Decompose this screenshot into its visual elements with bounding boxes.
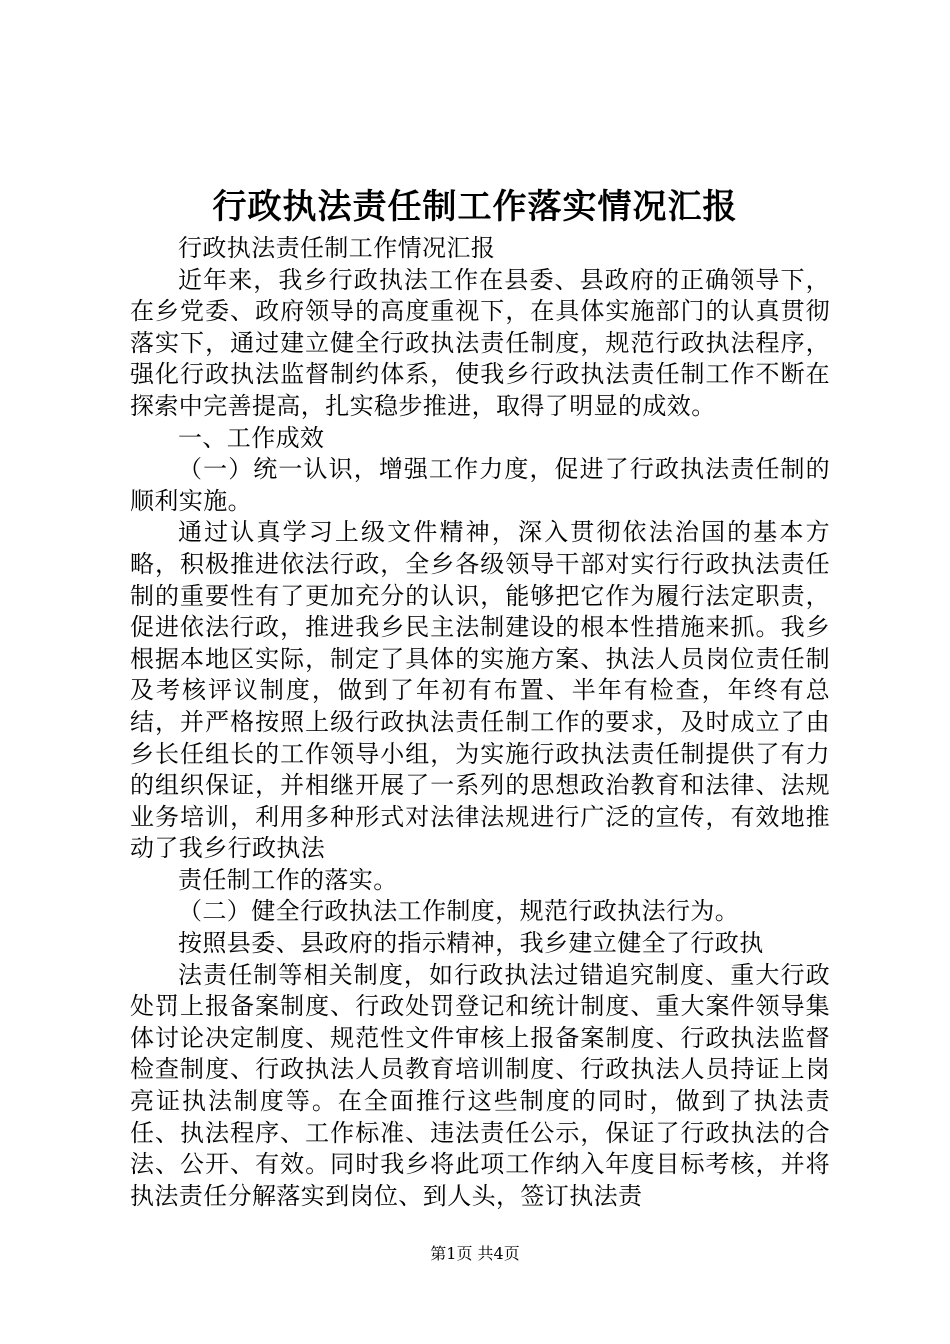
subtitle-paragraph: 行政执法责任制工作情况汇报 <box>178 234 496 262</box>
body-paragraph-3: 按照县委、县政府的指示精神，我乡建立健全了行政执 <box>178 929 764 958</box>
section-heading: 一、工作成效 <box>178 423 325 452</box>
document-body <box>130 233 830 1212</box>
page-number: 第1页 共4页 <box>430 1244 520 1263</box>
body-paragraph-4: 法责任制等相关制度，如行政执法过错追究制度、重大行政处罚上报备案制度、行政处罚登记和统计制度、重大案件领导集体讨论决定制度、规范性文件审核上报备案制度、行政执法监督检查制度、行政执法人员教育培训制度、行政执法人员持证上岗亮证执法制度等。在全面推行这些制度的同时，做到了执法责任、执法程序、工作标准、违法责任公示，保证了行政执法的合法、公开、有效。同时我乡将此项工作纳入年度目标考核，并将执法责任分解落实到岗位、到人头，签订执法责 <box>130 960 830 1210</box>
subsection-heading-1: （一）统一认识，增强工作力度，促进了行政执法责任制的顺利实施。 <box>130 455 830 515</box>
subsection-heading-2: （二）健全行政执法工作制度，规范行政执法行为。 <box>178 897 740 926</box>
intro-paragraph: 近年来，我乡行政执法工作在县委、县政府的正确领导下，在乡党委、政府领导的高度重视下，在具体实施部门的认真贯彻落实下，通过建立健全行政执法责任制度，规范行政执法程序，强化行政执法监督制约体系，使我乡行政执法责任制工作不断在探索中完善提高，扎实稳步推进，取得了明显的成效。 <box>130 265 830 420</box>
body-paragraph-2: 责任制工作的落实。 <box>178 865 398 894</box>
document-title: 行政执法责任制工作落实情况汇报 <box>212 187 738 227</box>
body-paragraph-1: 通过认真学习上级文件精神，深入贯彻依法治国的基本方略，积极推进依法行政，全乡各级领导干部对实行行政执法责任制的重要性有了更加充分的认识，能够把它作为履行法定职责，促进依法行政，推进我乡民主法制建设的根本性措施来抓。我乡根据本地区实际，制定了具体的实施方案、执法人员岗位责任制及考核评议制度，做到了年初有布置、半年有检查，年终有总结，并严格按照上级行政执法责任制工作的要求，及时成立了由乡长任组长的工作领导小组，为实施行政执法责任制提供了有力的组织保证，并相继开展了一系列的思想政治教育和法律、法规业务培训，利用多种形式对法律法规进行广泛的宣传，有效地推动了我乡行政执法 <box>130 518 830 863</box>
